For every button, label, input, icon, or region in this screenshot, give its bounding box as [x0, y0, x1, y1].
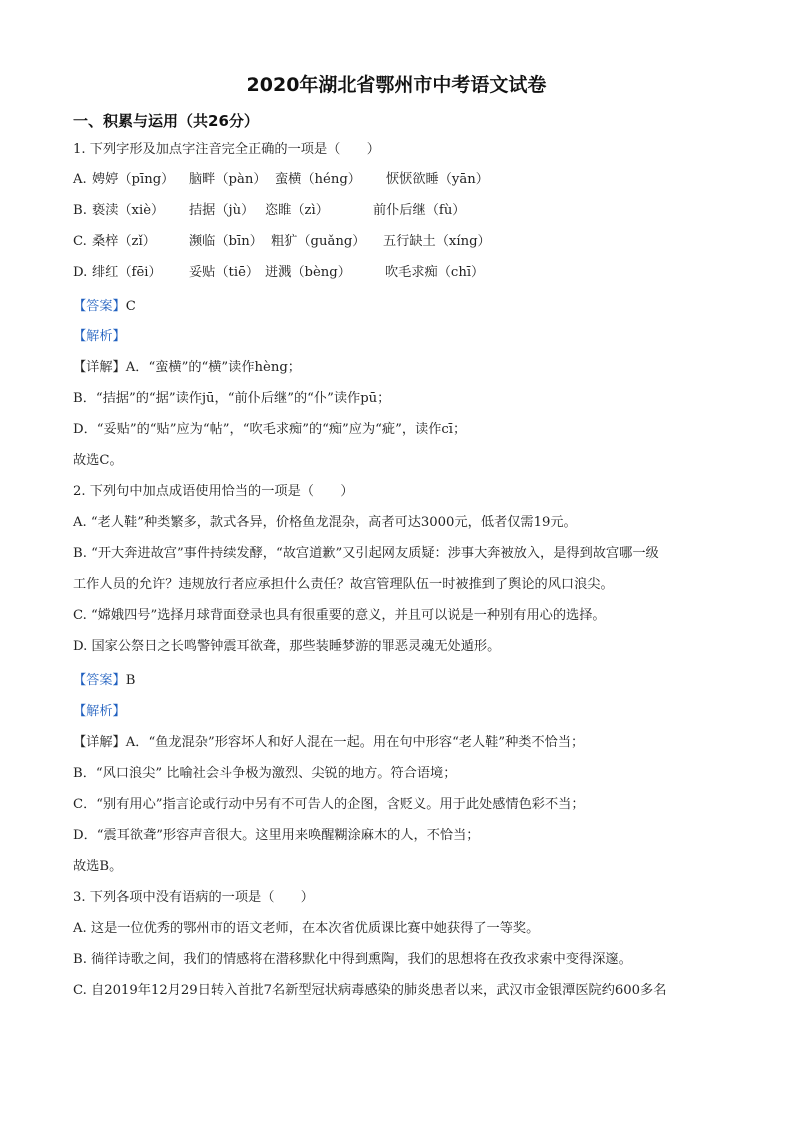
q1-option-c — [73, 233, 491, 251]
option-part: 桑梓（zǐ） — [92, 234, 156, 249]
q1-analysis-tag: 【解析】 — [73, 329, 126, 344]
option-part: 吹毛求痴（chī） — [385, 265, 485, 280]
q1-option-a — [73, 171, 489, 189]
option-part: 迸溅（bèng） — [265, 265, 351, 280]
option-label: B. — [73, 203, 87, 218]
detail-tag: 【详解】 — [73, 735, 126, 750]
q1-detail-b: B．“拮据”的“据”读作jū，“前仆后继”的“仆”读作pū； — [73, 391, 391, 406]
q1-stem: 1. 下列字形及加点字注音完全正确的一项是（ ） — [73, 142, 380, 157]
q2-analysis-tag: 【解析】 — [73, 704, 126, 719]
section-heading: 一、积累与运用（共26分） — [73, 112, 259, 130]
option-part: 亵渎（xiè） — [92, 203, 165, 218]
q2-option-d: D. 国家公祭日之长鸣警钟震耳欲聋，那些装睡梦游的罪恶灵魂无处遁形。 — [73, 639, 501, 654]
page-title: 2020年湖北省鄂州市中考语文试卷 — [246, 74, 547, 96]
option-label: A. — [73, 172, 87, 187]
q3-stem: 3. 下列各项中没有语病的一项是（ ） — [73, 890, 314, 905]
q2-stem: 2. 下列句中加点成语使用恰当的一项是（ ） — [73, 484, 354, 499]
answer-tag: 【答案】 — [73, 673, 126, 688]
q1-detail-a — [73, 359, 301, 377]
q2-detail-b: B．“风口浪尖” 比喻社会斗争极为激烈、尖锐的地方。符合语境； — [73, 766, 457, 781]
q2-answer — [73, 672, 135, 690]
option-part: 恹恹欲睡（yān） — [386, 172, 489, 187]
detail-text: A．“蛮横”的“横”读作hèng； — [125, 360, 301, 375]
option-part: 恣睢（zì） — [265, 203, 329, 218]
q2-option-a: A. “老人鞋”种类繁多，款式各异，价格鱼龙混杂，高者可达3000元，低者仅需19元。 — [73, 515, 577, 530]
q2-detail-a — [73, 734, 584, 752]
q2-conclusion: 故选B。 — [73, 859, 123, 874]
option-part: 绯红（fēi） — [92, 265, 162, 280]
answer-value: B — [125, 673, 136, 688]
detail-text: A．“鱼龙混杂”形容坏人和好人混在一起。用在句中形容“老人鞋”种类不恰当； — [125, 735, 585, 750]
q2-option-c: C. “嫦娥四号”选择月球背面登录也具有很重要的意义，并且可以说是一种别有用心的选择。 — [73, 608, 606, 623]
option-part: 蛮横（héng） — [275, 172, 361, 187]
q3-option-a: A. 这是一位优秀的鄂州市的语文老师，在本次省优质课比赛中她获得了一等奖。 — [73, 921, 540, 936]
option-part: 粗犷（guǎng） — [271, 234, 366, 249]
option-part: 妥贴（tiē） — [189, 265, 260, 280]
q2-detail-d: D．“震耳欲聋”形容声音很大。这里用来唤醒糊涂麻木的人，不恰当； — [73, 828, 480, 843]
option-part: 脑畔（pàn） — [189, 172, 267, 187]
q3-option-c: C. 自2019年12月29日转入首批7名新型冠状病毒感染的肺炎患者以来，武汉市金银潭医院约600多名 — [73, 983, 667, 998]
option-part: 娉婷（pīng） — [92, 172, 175, 187]
option-label: D. — [73, 265, 88, 280]
option-part: 前仆后继（fù） — [373, 203, 466, 218]
option-part: 五行缺土（xíng） — [383, 234, 491, 249]
q1-option-b — [73, 202, 466, 220]
q1-detail-d: D．“妥贴”的“贴”应为“帖”，“吹毛求痴”的“痴”应为“疵”，读作cī； — [73, 422, 467, 437]
q1-conclusion: 故选C。 — [73, 453, 123, 468]
q3-option-b: B. 徜徉诗歌之间，我们的情感将在潜移默化中得到熏陶，我们的思想将在孜孜求索中变得深邃。 — [73, 952, 632, 967]
answer-value: C — [125, 299, 136, 314]
option-part: 拮据（jù） — [189, 203, 255, 218]
answer-tag: 【答案】 — [73, 299, 126, 314]
q1-option-d — [73, 264, 485, 282]
q2-detail-c: C．“别有用心”指言论或行动中另有不可告人的企图，含贬义。用于此处感情色彩不当； — [73, 797, 585, 812]
q2-option-b-line2: 工作人员的允许？违规放行者应承担什么责任？故宫管理队伍一时被推到了舆论的风口浪尖。 — [73, 577, 614, 592]
detail-tag: 【详解】 — [73, 360, 126, 375]
option-label: C. — [73, 234, 87, 249]
q2-option-b-line1: B. “开大奔进故宫”事件持续发酵，“故宫道歉”又引起网友质疑：涉事大奔被放入，是得到故宫哪一级 — [73, 546, 659, 561]
option-part: 濒临（bīn） — [189, 234, 263, 249]
q1-answer — [73, 298, 136, 316]
